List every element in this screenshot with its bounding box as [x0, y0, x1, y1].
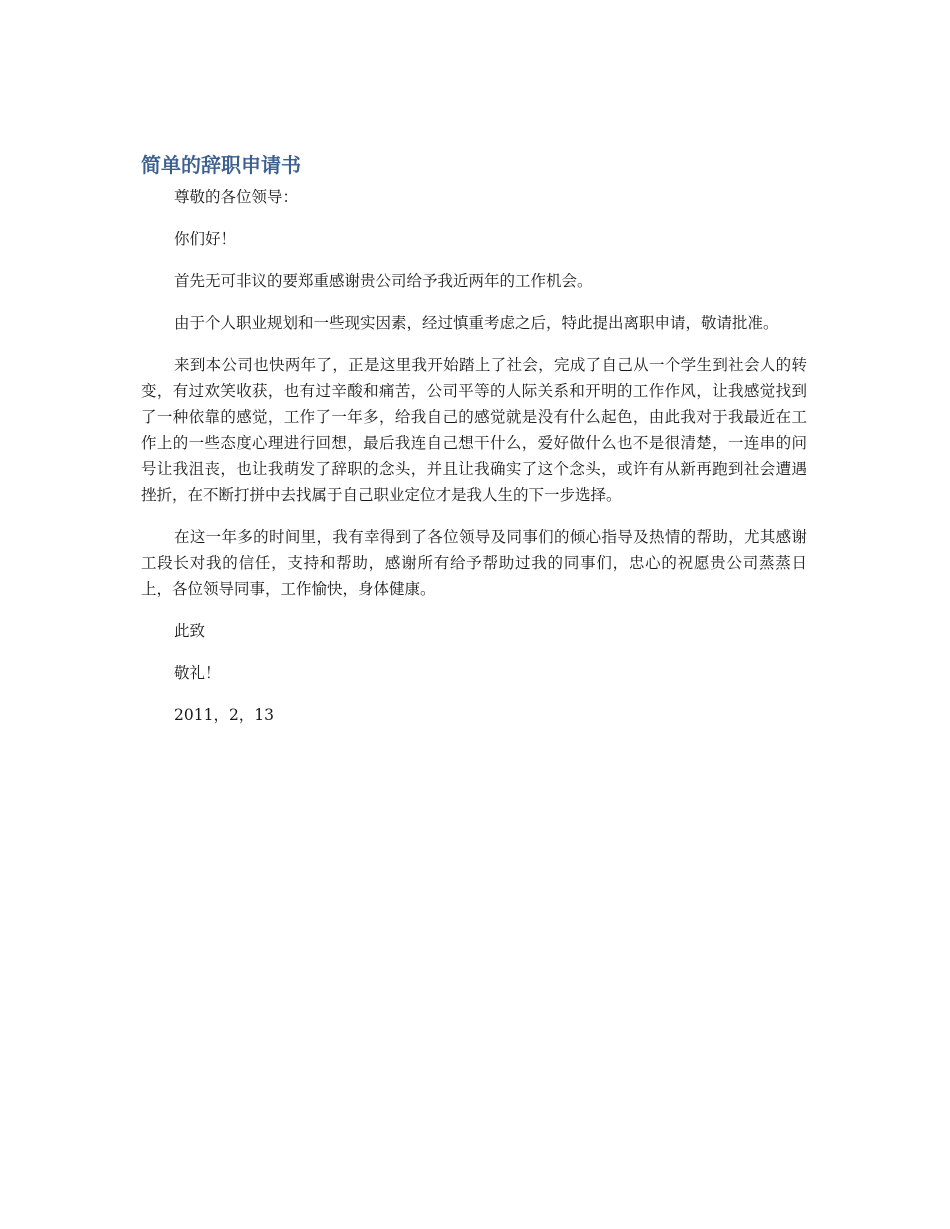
regards: 敬礼！ [174, 664, 221, 682]
paragraph-thanks: 在这一年多的时间里，我有幸得到了各位领导及同事们的倾心指导及热情的帮助，尤其感谢工段长对我的信任，支持和帮助，感谢所有给予帮助过我的同事们，忠心的祝愿贵公司蒸蒸日上，各位领导同事，工作愉快，身体健康。 [141, 528, 807, 598]
closing: 此致 [174, 622, 206, 640]
paragraph-experience: 来到本公司也快两年了，正是这里我开始踏上了社会，完成了自己从一个学生到社会人的转变，有过欢笑收获，也有过辛酸和痛苦，公司平等的人际关系和开明的工作作风，让我感觉找到了一种依靠的感觉，工作了一年多，给我自己的感觉就是没有什么起色，由此我对于我最近在工作上的一些态度心理进行回想，最后我连自己想干什么，爱好做什么也不是很清楚，一连串的问号让我沮丧，也让我萌发了辞职的念头，并且让我确实了这个念头，或许有从新再跑到社会遭遇挫折，在不断打拼中去找属于自己职业定位才是我人生的下一步选择。 [141, 356, 807, 504]
document-body [141, 150, 807, 744]
paragraph-gratitude: 首先无可非议的要郑重感谢贵公司给予我近两年的工作机会。 [174, 272, 593, 290]
greeting: 你们好！ [174, 230, 237, 248]
salutation: 尊敬的各位领导： [174, 188, 299, 206]
document-title: 简单的辞职申请书 [141, 153, 301, 177]
paragraph-reason: 由于个人职业规划和一些现实因素，经过慎重考虑之后，特此提出离职申请，敬请批准。 [174, 314, 779, 332]
date: 2011，2，13 [174, 706, 275, 724]
